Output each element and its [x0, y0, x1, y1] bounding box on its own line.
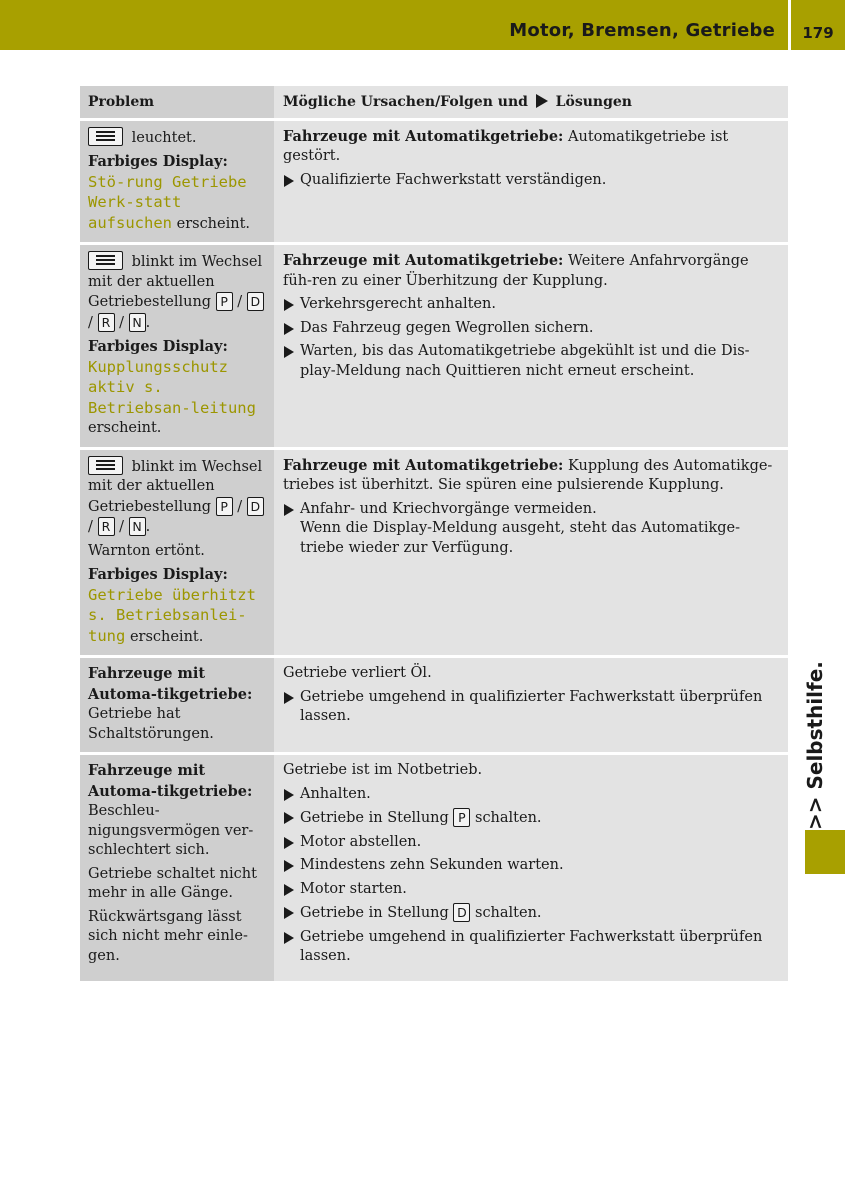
cause-text [283, 456, 782, 496]
problem-text: Beschleu-nigungsvermögen ver-schlechtert sich. [88, 803, 254, 858]
table-row [80, 450, 788, 659]
solution-cell [274, 245, 788, 447]
step-text: Getriebe in Stellung [300, 905, 449, 921]
display-label: Farbiges Display: [88, 566, 228, 583]
vehicle-type-label: Fahrzeuge mit Automa-tikgetriebe: [88, 762, 253, 800]
step-text-end: schalten. [475, 810, 542, 826]
step-text: Warten, bis das Automatikgetriebe abgekühlt ist und die Dis-play-Meldung nach Quittieren nicht erneut erscheint. [300, 343, 750, 379]
bullet-arrow-icon [284, 692, 294, 704]
table-header-row [80, 86, 788, 121]
display-end: erscheint. [88, 420, 162, 436]
problem-line: blinkt im Wechsel mit der aktuellen Getriebestellung P / D / R / N . [88, 456, 268, 538]
arrow-right-icon [536, 94, 548, 108]
table-row [80, 245, 788, 450]
solution-cell [274, 121, 788, 243]
cause-text: Getriebe ist im Notbetrieb. [283, 762, 483, 778]
step-text: Getriebe in Stellung [300, 810, 449, 826]
header-causes [274, 86, 788, 118]
display-end: erscheint. [129, 628, 204, 645]
problem-line [88, 127, 268, 149]
solution-step [283, 903, 782, 924]
step-text: Anfahr- und Kriechvorgänge vermeiden. [300, 500, 597, 517]
side-tab-label[interactable]: >> Selbsthilfe. [803, 661, 827, 830]
display-text: Kupplungsschutz aktiv s. Betriebsan-leitung [88, 357, 256, 417]
solution-step [283, 856, 782, 876]
cause-description: Kupplung des Automatikge-triebes ist überhitzt. Sie spüren eine pulsierende Kupplung. [283, 457, 773, 493]
solution-step [283, 500, 782, 559]
solution-step [283, 295, 782, 315]
gear-p-icon: P [216, 497, 233, 516]
bullet-arrow-icon [284, 907, 294, 919]
bullet-arrow-icon [284, 789, 294, 801]
step-text-end: schalten. [475, 905, 542, 921]
section-title: Motor, Bremsen, Getriebe [509, 20, 775, 41]
problem-text: blinkt im Wechsel mit der aktuellen Getriebestellung [88, 458, 263, 515]
solution-cell [274, 450, 788, 656]
problem-cell [80, 658, 274, 752]
bullet-arrow-icon [284, 346, 294, 358]
bullet-arrow-icon [284, 932, 294, 944]
display-message [88, 152, 268, 234]
vehicle-type-label: Fahrzeuge mit Automa-tikgetriebe: [88, 665, 253, 703]
gear-p-icon: P [453, 808, 470, 827]
bullet-arrow-icon [284, 860, 294, 872]
vehicle-type-label: Fahrzeuge mit Automatikgetriebe: [283, 456, 564, 474]
step-text: Motor abstellen. [300, 833, 422, 850]
transmission-warning-icon [88, 251, 123, 270]
transmission-warning-icon [88, 456, 123, 475]
display-label: Farbiges Display: [88, 338, 228, 355]
bullet-arrow-icon [284, 299, 294, 311]
problem-cell [80, 121, 274, 243]
gear-d-icon: D [247, 497, 264, 516]
header-causes-text: Mögliche Ursachen/Folgen und [283, 94, 528, 110]
header-solutions-text: Lösungen [555, 94, 632, 110]
troubleshooting-table [80, 86, 788, 981]
step-text: Motor starten. [300, 880, 407, 897]
side-tab-marker [805, 830, 845, 874]
solution-step [283, 688, 782, 727]
bullet-arrow-icon [284, 175, 294, 187]
problem-paragraph: Getriebe schaltet nicht mehr in alle Gänge. [88, 865, 257, 901]
display-message [88, 337, 268, 439]
problem-cell [80, 450, 274, 656]
gear-r-icon: R [98, 517, 115, 536]
warning-sound-text: Warnton ertönt. [88, 542, 205, 559]
gear-r-icon: R [98, 313, 115, 332]
problem-cell [80, 755, 274, 981]
table-row [80, 658, 788, 755]
vehicle-type-label: Fahrzeuge mit Automatikgetriebe: [283, 127, 564, 145]
problem-text: Getriebe hat Schaltstörungen. [88, 706, 214, 742]
problem-cell [80, 245, 274, 447]
vehicle-type-label: Fahrzeuge mit Automatikgetriebe: [283, 252, 564, 269]
bullet-arrow-icon [284, 837, 294, 849]
header-problem: Problem [80, 86, 274, 118]
gear-d-icon: D [247, 292, 264, 311]
display-text: Stö-rung Getriebe Werk-statt aufsuchen [88, 172, 247, 232]
solution-step [283, 808, 782, 829]
problem-paragraph: Rückwärtsgang lässt sich nicht mehr einle-gen. [88, 908, 248, 964]
bullet-arrow-icon [284, 884, 294, 896]
display-text: Getriebe überhitzt s. Betriebsanlei-tung [88, 585, 256, 645]
solution-step [283, 342, 782, 381]
step-text: Anhalten. [300, 785, 371, 802]
gear-n-icon: N [129, 313, 146, 332]
solution-cell [274, 755, 788, 981]
bullet-arrow-icon [284, 504, 294, 516]
step-text: Mindestens zehn Sekunden warten. [300, 857, 564, 873]
table-row [80, 121, 788, 246]
problem-paragraph [88, 761, 268, 861]
gear-p-icon: P [216, 292, 233, 311]
problem-line: blinkt im Wechsel mit der aktuellen Getriebestellung P / D / R / N . [88, 251, 268, 333]
step-text: Getriebe umgehend in qualifizierter Fachwerkstatt überprüfen lassen. [300, 928, 763, 964]
cause-text [283, 251, 782, 291]
cause-description: Weitere Anfahrvorgänge füh-ren zu einer Überhitzung der Kupplung. [283, 253, 749, 289]
solution-step [283, 785, 782, 805]
display-end: erscheint. [176, 215, 251, 232]
display-message [88, 565, 268, 647]
page-number: 179 [802, 24, 834, 42]
bullet-arrow-icon [284, 812, 294, 824]
solution-step [283, 928, 782, 967]
bullet-arrow-icon [284, 323, 294, 335]
solution-step [283, 171, 782, 191]
cause-text [283, 127, 782, 167]
solution-cell [274, 658, 788, 752]
step-text: Getriebe umgehend in qualifizierter Fachwerkstatt überprüfen lassen. [300, 688, 763, 724]
step-note: Wenn die Display-Meldung ausgeht, steht das Automatikge-triebe wieder zur Verfügung. [300, 520, 741, 556]
transmission-warning-icon [88, 127, 123, 146]
step-text: Qualifizierte Fachwerkstatt verständigen. [300, 171, 607, 188]
table-row [80, 755, 788, 981]
step-text: Das Fahrzeug gegen Wegrollen sichern. [300, 319, 594, 336]
problem-text: blinkt im Wechsel mit der aktuellen Getriebestellung [88, 254, 263, 310]
solution-step [283, 880, 782, 900]
cause-text: Getriebe verliert Öl. [283, 665, 432, 681]
gear-d-icon: D [453, 903, 470, 922]
gear-n-icon: N [129, 517, 146, 536]
step-text: Verkehrsgerecht anhalten. [300, 296, 496, 312]
cause-description: Automatikgetriebe ist gestört. [283, 128, 729, 164]
problem-text: leuchtet. [131, 129, 197, 146]
display-label: Farbiges Display: [88, 153, 228, 170]
solution-step [283, 833, 782, 853]
solution-step [283, 319, 782, 339]
